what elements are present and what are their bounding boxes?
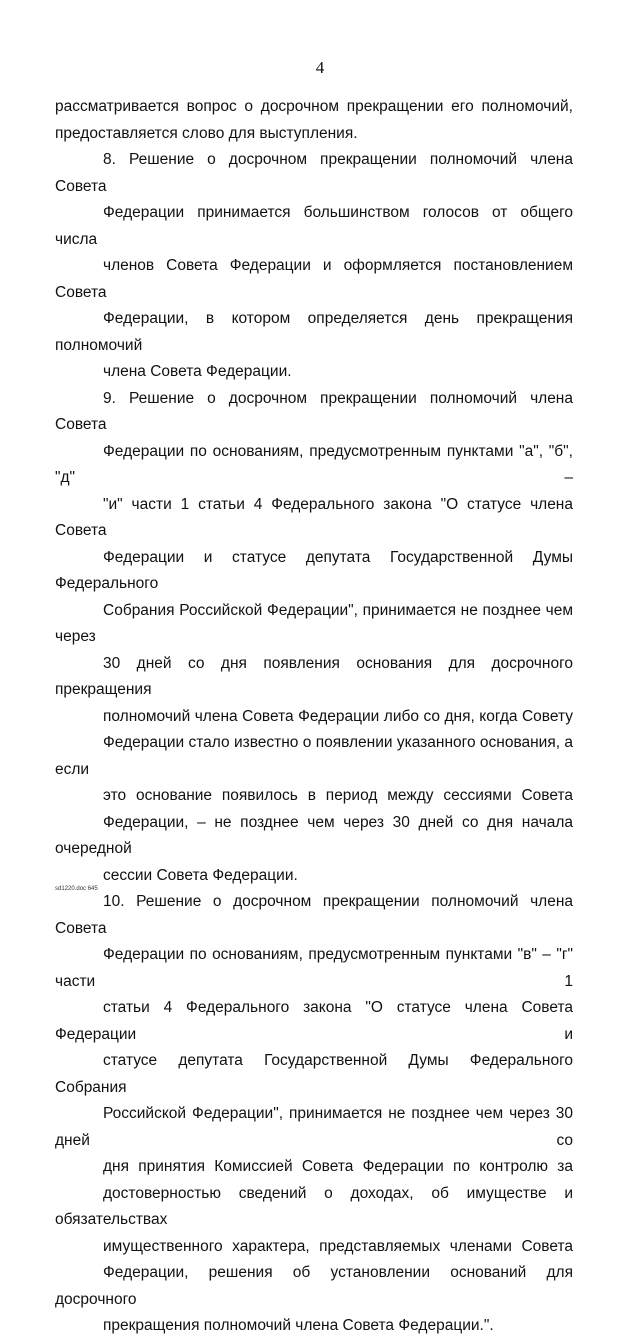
paragraph <box>55 386 573 890</box>
text-line: полномочий члена Совета Федерации либо со дня, когда Совету <box>103 707 573 725</box>
text-line: члена Совета Федерации. <box>103 363 292 380</box>
paragraph <box>55 889 573 1340</box>
text-line: статьи 4 Федерального закона "О статусе члена Совета Федерации и <box>55 999 573 1043</box>
text-line: рассматривается вопрос о досрочном прекращении его полномочий, <box>55 98 573 115</box>
text-line: 30 дней со дня появления основания для досрочного прекращения <box>55 654 573 698</box>
text-line: Российской Федерации", принимается не позднее чем через 30 дней со <box>55 1105 573 1149</box>
text-line: 10. Решение о досрочном прекращении полномочий члена Совета <box>55 893 573 937</box>
text-line: 9. Решение о досрочном прекращении полномочий члена Совета <box>55 389 573 433</box>
text-line: дня принятия Комиссией Совета Федерации по контролю за <box>103 1158 573 1175</box>
text-line: членов Совета Федерации и оформляется постановлением Совета <box>55 257 573 301</box>
text-line: имущественного характера, представляемых членами Совета <box>103 1237 573 1255</box>
text-line: предоставляется слово для выступления. <box>55 124 358 142</box>
text-line: Федерации по основаниям, предусмотренным пунктами "в" – "г" части 1 <box>55 946 573 990</box>
document-body <box>55 94 573 1340</box>
text-line: это основание появилось в период между сессиями Совета <box>103 787 573 804</box>
text-line: Федерации, решения об установлении оснований для досрочного <box>55 1264 573 1308</box>
text-line: Федерации по основаниям, предусмотренным пунктами "а", "б", "д" – <box>55 442 573 486</box>
paragraph <box>55 94 573 147</box>
text-line: Федерации, в котором определяется день прекращения полномочий <box>55 310 573 354</box>
text-line: Федерации, – не позднее чем через 30 дней со дня начала очередной <box>55 813 573 857</box>
text-line: достоверностью сведений о доходах, об имуществе и обязательствах <box>55 1184 573 1228</box>
text-line: статусе депутата Государственной Думы Федерального Собрания <box>55 1052 573 1096</box>
footer-file-code: sd1220.doc 645 <box>55 886 98 892</box>
text-line: прекращения полномочий члена Совета Федерации.". <box>103 1317 494 1334</box>
text-line: Федерации стало известно о появлении указанного основания, а если <box>55 734 573 778</box>
text-line: сессии Совета Федерации. <box>103 866 298 884</box>
text-line: Федерации принимается большинством голосов от общего числа <box>55 204 573 248</box>
text-line: Собрания Российской Федерации", принимается не позднее чем через <box>55 601 573 645</box>
page-number: 4 <box>315 58 325 77</box>
paragraph <box>55 147 573 386</box>
text-line: 8. Решение о досрочном прекращении полномочий члена Совета <box>55 151 573 195</box>
text-line: Федерации и статусе депутата Государственной Думы Федерального <box>55 548 573 592</box>
text-line: "и" части 1 статьи 4 Федерального закона "О статусе члена Совета <box>55 495 573 539</box>
